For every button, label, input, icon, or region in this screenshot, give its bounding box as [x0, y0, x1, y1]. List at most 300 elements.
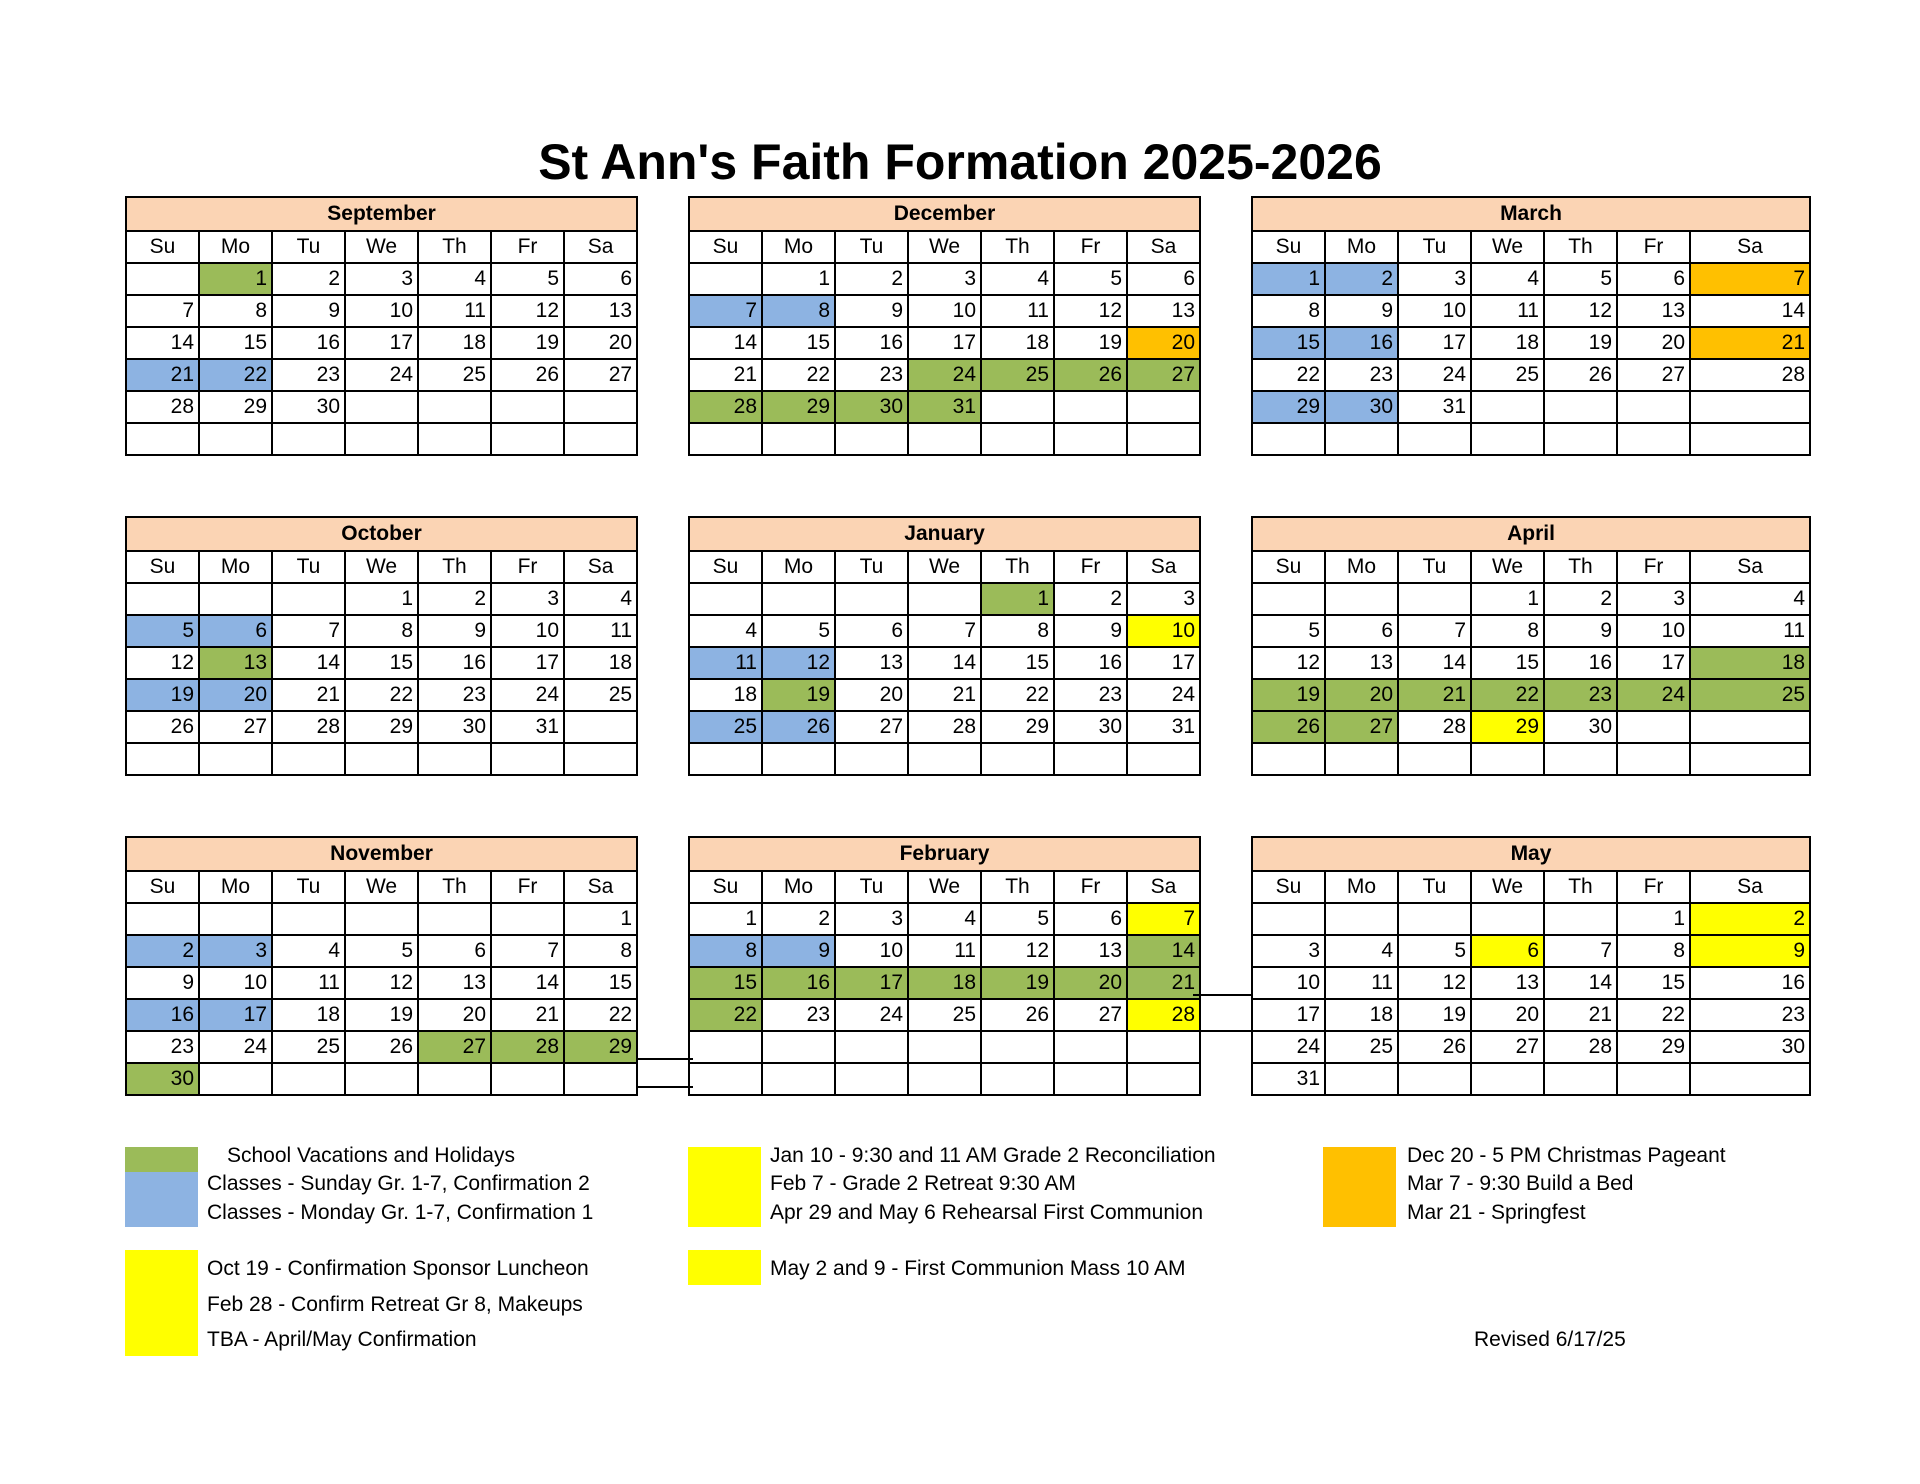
- month-name: November: [126, 837, 637, 871]
- legend-confirmation-swatch: [125, 1250, 198, 1356]
- empty-cell: [1127, 743, 1200, 775]
- legend-sunday-classes: Classes - Sunday Gr. 1-7, Confirmation 2: [207, 1172, 590, 1195]
- day-cell: 23: [1544, 679, 1617, 711]
- day-cell: 26: [762, 711, 835, 743]
- day-cell: 14: [1127, 935, 1200, 967]
- day-cell: 15: [981, 647, 1054, 679]
- empty-cell: [1252, 903, 1325, 935]
- weekday-label: Fr: [491, 871, 564, 903]
- weekday-label: Fr: [1054, 231, 1127, 263]
- empty-cell: [564, 743, 637, 775]
- month-name: April: [1252, 517, 1810, 551]
- day-cell: 29: [762, 391, 835, 423]
- day-cell: 29: [1471, 711, 1544, 743]
- day-cell: 12: [1544, 295, 1617, 327]
- empty-cell: [1252, 743, 1325, 775]
- day-cell: 10: [345, 295, 418, 327]
- empty-cell: [835, 583, 908, 615]
- weekday-label: Th: [1544, 231, 1617, 263]
- empty-cell: [564, 711, 637, 743]
- weekday-label: Fr: [1617, 551, 1690, 583]
- day-cell: 26: [981, 999, 1054, 1031]
- day-cell: 23: [1690, 999, 1810, 1031]
- day-cell: 27: [199, 711, 272, 743]
- empty-cell: [1054, 1031, 1127, 1063]
- empty-cell: [418, 391, 491, 423]
- empty-cell: [1471, 743, 1544, 775]
- day-cell: 28: [689, 391, 762, 423]
- legend-build-a-bed: Mar 7 - 9:30 Build a Bed: [1407, 1172, 1634, 1195]
- empty-cell: [1325, 743, 1398, 775]
- weekday-label: Th: [418, 231, 491, 263]
- weekday-label: Th: [981, 871, 1054, 903]
- legend-yellow-swatch: [688, 1147, 761, 1227]
- day-cell: 25: [418, 359, 491, 391]
- empty-cell: [418, 1063, 491, 1095]
- day-cell: 4: [1325, 935, 1398, 967]
- empty-cell: [981, 1031, 1054, 1063]
- weekday-label: Th: [981, 231, 1054, 263]
- day-cell: 19: [1544, 327, 1617, 359]
- day-cell: 31: [1398, 391, 1471, 423]
- empty-cell: [762, 1031, 835, 1063]
- weekday-label: Fr: [1054, 871, 1127, 903]
- day-cell: 2: [762, 903, 835, 935]
- empty-cell: [126, 903, 199, 935]
- weekday-label: Mo: [762, 231, 835, 263]
- weekday-label: Su: [126, 871, 199, 903]
- day-cell: 9: [1325, 295, 1398, 327]
- day-cell: 7: [272, 615, 345, 647]
- weekday-label: Th: [1544, 551, 1617, 583]
- empty-cell: [491, 903, 564, 935]
- weekday-label: Mo: [762, 871, 835, 903]
- day-cell: 18: [689, 679, 762, 711]
- day-cell: 1: [1471, 583, 1544, 615]
- revised-date: Revised 6/17/25: [1474, 1328, 1626, 1351]
- day-cell: 20: [1054, 967, 1127, 999]
- empty-cell: [199, 1063, 272, 1095]
- day-cell: 22: [1471, 679, 1544, 711]
- day-cell: 14: [491, 967, 564, 999]
- empty-cell: [491, 423, 564, 455]
- day-cell: 26: [1054, 359, 1127, 391]
- empty-cell: [1471, 391, 1544, 423]
- connector-line: [1193, 994, 1253, 996]
- day-cell: 16: [418, 647, 491, 679]
- empty-cell: [1398, 743, 1471, 775]
- day-cell: 29: [1617, 1031, 1690, 1063]
- day-cell: 2: [1544, 583, 1617, 615]
- day-cell: 5: [762, 615, 835, 647]
- weekday-label: We: [908, 231, 981, 263]
- legend-green-swatch: [125, 1147, 198, 1172]
- day-cell: 6: [1471, 935, 1544, 967]
- weekday-label: Mo: [1325, 871, 1398, 903]
- empty-cell: [1398, 423, 1471, 455]
- day-cell: 3: [1617, 583, 1690, 615]
- weekday-label: Fr: [1054, 551, 1127, 583]
- day-cell: 20: [564, 327, 637, 359]
- day-cell: 28: [1127, 999, 1200, 1031]
- day-cell: 27: [1617, 359, 1690, 391]
- empty-cell: [345, 423, 418, 455]
- empty-cell: [1398, 903, 1471, 935]
- weekday-label: Sa: [564, 871, 637, 903]
- day-cell: 18: [564, 647, 637, 679]
- empty-cell: [1054, 391, 1127, 423]
- day-cell: 6: [1054, 903, 1127, 935]
- day-cell: 2: [126, 935, 199, 967]
- weekday-label: Su: [689, 551, 762, 583]
- day-cell: 25: [272, 1031, 345, 1063]
- day-cell: 14: [126, 327, 199, 359]
- day-cell: 31: [1252, 1063, 1325, 1095]
- empty-cell: [1252, 583, 1325, 615]
- day-cell: 19: [1054, 327, 1127, 359]
- day-cell: 14: [272, 647, 345, 679]
- day-cell: 23: [835, 359, 908, 391]
- day-cell: 11: [272, 967, 345, 999]
- day-cell: 7: [1398, 615, 1471, 647]
- weekday-label: We: [1471, 231, 1544, 263]
- day-cell: 4: [418, 263, 491, 295]
- connector-line: [637, 1086, 693, 1088]
- day-cell: 9: [1690, 935, 1810, 967]
- day-cell: 23: [418, 679, 491, 711]
- day-cell: 24: [345, 359, 418, 391]
- weekday-label: Th: [981, 551, 1054, 583]
- day-cell: 11: [981, 295, 1054, 327]
- empty-cell: [1690, 423, 1810, 455]
- month-name: September: [126, 197, 637, 231]
- weekday-label: Su: [126, 551, 199, 583]
- day-cell: 19: [491, 327, 564, 359]
- day-cell: 15: [762, 327, 835, 359]
- day-cell: 29: [564, 1031, 637, 1063]
- weekday-label: Su: [1252, 231, 1325, 263]
- empty-cell: [1325, 903, 1398, 935]
- weekday-label: Sa: [564, 231, 637, 263]
- day-cell: 9: [1054, 615, 1127, 647]
- day-cell: 6: [1127, 263, 1200, 295]
- weekday-label: We: [908, 871, 981, 903]
- day-cell: 1: [345, 583, 418, 615]
- day-cell: 27: [564, 359, 637, 391]
- legend-first-communion: May 2 and 9 - First Communion Mass 10 AM: [770, 1257, 1186, 1280]
- day-cell: 1: [1617, 903, 1690, 935]
- day-cell: 26: [126, 711, 199, 743]
- empty-cell: [345, 903, 418, 935]
- day-cell: 22: [981, 679, 1054, 711]
- legend-sponsor-luncheon: Oct 19 - Confirmation Sponsor Luncheon: [207, 1257, 589, 1280]
- day-cell: 2: [418, 583, 491, 615]
- weekday-label: Tu: [835, 551, 908, 583]
- empty-cell: [835, 743, 908, 775]
- day-cell: 24: [1252, 1031, 1325, 1063]
- day-cell: 31: [908, 391, 981, 423]
- empty-cell: [689, 743, 762, 775]
- empty-cell: [1127, 423, 1200, 455]
- day-cell: 16: [1690, 967, 1810, 999]
- empty-cell: [981, 423, 1054, 455]
- weekday-label: Tu: [272, 551, 345, 583]
- day-cell: 7: [689, 295, 762, 327]
- day-cell: 12: [762, 647, 835, 679]
- empty-cell: [689, 583, 762, 615]
- weekday-label: We: [345, 231, 418, 263]
- day-cell: 20: [1325, 679, 1398, 711]
- weekday-label: Tu: [1398, 551, 1471, 583]
- day-cell: 20: [199, 679, 272, 711]
- day-cell: 1: [981, 583, 1054, 615]
- day-cell: 17: [199, 999, 272, 1031]
- empty-cell: [199, 743, 272, 775]
- day-cell: 28: [491, 1031, 564, 1063]
- day-cell: 24: [835, 999, 908, 1031]
- empty-cell: [762, 583, 835, 615]
- empty-cell: [835, 1063, 908, 1095]
- day-cell: 17: [1617, 647, 1690, 679]
- day-cell: 13: [1617, 295, 1690, 327]
- day-cell: 17: [491, 647, 564, 679]
- day-cell: 21: [1398, 679, 1471, 711]
- day-cell: 13: [1471, 967, 1544, 999]
- day-cell: 9: [418, 615, 491, 647]
- day-cell: 1: [689, 903, 762, 935]
- empty-cell: [1544, 423, 1617, 455]
- weekday-label: Sa: [1690, 871, 1810, 903]
- day-cell: 13: [1054, 935, 1127, 967]
- day-cell: 29: [1252, 391, 1325, 423]
- empty-cell: [908, 743, 981, 775]
- empty-cell: [1325, 583, 1398, 615]
- day-cell: 5: [1398, 935, 1471, 967]
- day-cell: 16: [272, 327, 345, 359]
- day-cell: 19: [126, 679, 199, 711]
- day-cell: 18: [908, 967, 981, 999]
- day-cell: 15: [1471, 647, 1544, 679]
- month-february: [688, 836, 1201, 1096]
- day-cell: 31: [1127, 711, 1200, 743]
- legend-orange-swatch: [1323, 1147, 1396, 1227]
- empty-cell: [126, 743, 199, 775]
- day-cell: 30: [272, 391, 345, 423]
- weekday-label: We: [908, 551, 981, 583]
- weekday-label: Mo: [1325, 551, 1398, 583]
- day-cell: 3: [491, 583, 564, 615]
- month-name: October: [126, 517, 637, 551]
- month-name: February: [689, 837, 1200, 871]
- day-cell: 11: [908, 935, 981, 967]
- day-cell: 9: [1544, 615, 1617, 647]
- day-cell: 12: [1398, 967, 1471, 999]
- day-cell: 4: [1690, 583, 1810, 615]
- day-cell: 2: [272, 263, 345, 295]
- empty-cell: [1252, 423, 1325, 455]
- month-october: [125, 516, 638, 776]
- day-cell: 10: [491, 615, 564, 647]
- empty-cell: [908, 583, 981, 615]
- day-cell: 20: [1127, 327, 1200, 359]
- day-cell: 24: [1617, 679, 1690, 711]
- day-cell: 21: [272, 679, 345, 711]
- empty-cell: [1471, 423, 1544, 455]
- empty-cell: [418, 423, 491, 455]
- empty-cell: [491, 743, 564, 775]
- weekday-label: Su: [1252, 551, 1325, 583]
- day-cell: 10: [1617, 615, 1690, 647]
- empty-cell: [272, 583, 345, 615]
- day-cell: 4: [272, 935, 345, 967]
- day-cell: 11: [689, 647, 762, 679]
- day-cell: 11: [1471, 295, 1544, 327]
- day-cell: 23: [272, 359, 345, 391]
- day-cell: 1: [199, 263, 272, 295]
- day-cell: 10: [908, 295, 981, 327]
- empty-cell: [1054, 423, 1127, 455]
- day-cell: 15: [345, 647, 418, 679]
- empty-cell: [689, 1063, 762, 1095]
- day-cell: 13: [418, 967, 491, 999]
- empty-cell: [1617, 391, 1690, 423]
- connector-line: [1193, 1030, 1253, 1032]
- empty-cell: [1617, 1063, 1690, 1095]
- day-cell: 3: [1398, 263, 1471, 295]
- weekday-label: We: [1471, 871, 1544, 903]
- day-cell: 10: [835, 935, 908, 967]
- empty-cell: [1054, 743, 1127, 775]
- day-cell: 18: [1471, 327, 1544, 359]
- empty-cell: [418, 903, 491, 935]
- day-cell: 11: [564, 615, 637, 647]
- day-cell: 1: [762, 263, 835, 295]
- day-cell: 5: [1544, 263, 1617, 295]
- day-cell: 12: [126, 647, 199, 679]
- day-cell: 19: [981, 967, 1054, 999]
- day-cell: 28: [126, 391, 199, 423]
- weekday-label: Tu: [1398, 871, 1471, 903]
- weekday-label: Su: [1252, 871, 1325, 903]
- empty-cell: [1690, 743, 1810, 775]
- empty-cell: [1617, 743, 1690, 775]
- legend-springfest: Mar 21 - Springfest: [1407, 1201, 1586, 1224]
- day-cell: 24: [908, 359, 981, 391]
- day-cell: 16: [1054, 647, 1127, 679]
- weekday-label: Su: [689, 231, 762, 263]
- day-cell: 25: [908, 999, 981, 1031]
- weekday-label: Sa: [1690, 551, 1810, 583]
- day-cell: 13: [835, 647, 908, 679]
- day-cell: 19: [762, 679, 835, 711]
- day-cell: 6: [418, 935, 491, 967]
- empty-cell: [272, 423, 345, 455]
- legend-monday-classes: Classes - Monday Gr. 1-7, Confirmation 1: [207, 1201, 594, 1224]
- weekday-label: Sa: [564, 551, 637, 583]
- empty-cell: [981, 1063, 1054, 1095]
- day-cell: 4: [689, 615, 762, 647]
- day-cell: 5: [1054, 263, 1127, 295]
- day-cell: 16: [126, 999, 199, 1031]
- day-cell: 17: [835, 967, 908, 999]
- day-cell: 4: [564, 583, 637, 615]
- empty-cell: [345, 743, 418, 775]
- day-cell: 18: [418, 327, 491, 359]
- day-cell: 3: [345, 263, 418, 295]
- day-cell: 30: [126, 1063, 199, 1095]
- day-cell: 17: [1127, 647, 1200, 679]
- weekday-label: Mo: [199, 231, 272, 263]
- empty-cell: [1617, 423, 1690, 455]
- weekday-label: Tu: [835, 231, 908, 263]
- day-cell: 25: [1325, 1031, 1398, 1063]
- weekday-label: Sa: [1127, 871, 1200, 903]
- day-cell: 10: [1127, 615, 1200, 647]
- day-cell: 9: [762, 935, 835, 967]
- empty-cell: [126, 423, 199, 455]
- weekday-label: Tu: [272, 231, 345, 263]
- day-cell: 24: [1398, 359, 1471, 391]
- day-cell: 18: [981, 327, 1054, 359]
- weekday-label: We: [1471, 551, 1544, 583]
- legend-confirmation-tba: TBA - April/May Confirmation: [207, 1328, 477, 1351]
- month-september: [125, 196, 638, 456]
- empty-cell: [835, 423, 908, 455]
- empty-cell: [1690, 391, 1810, 423]
- day-cell: 13: [1325, 647, 1398, 679]
- day-cell: 27: [835, 711, 908, 743]
- day-cell: 5: [981, 903, 1054, 935]
- day-cell: 31: [491, 711, 564, 743]
- legend-confirm-retreat: Feb 28 - Confirm Retreat Gr 8, Makeups: [207, 1293, 583, 1316]
- day-cell: 8: [1252, 295, 1325, 327]
- month-name: January: [689, 517, 1200, 551]
- day-cell: 14: [1398, 647, 1471, 679]
- weekday-label: Su: [689, 871, 762, 903]
- day-cell: 21: [908, 679, 981, 711]
- day-cell: 19: [345, 999, 418, 1031]
- empty-cell: [199, 423, 272, 455]
- day-cell: 3: [199, 935, 272, 967]
- day-cell: 22: [1617, 999, 1690, 1031]
- day-cell: 20: [1617, 327, 1690, 359]
- day-cell: 17: [345, 327, 418, 359]
- empty-cell: [345, 1063, 418, 1095]
- day-cell: 2: [1054, 583, 1127, 615]
- day-cell: 23: [1054, 679, 1127, 711]
- weekday-label: Mo: [199, 871, 272, 903]
- empty-cell: [689, 1031, 762, 1063]
- empty-cell: [1544, 391, 1617, 423]
- day-cell: 26: [1544, 359, 1617, 391]
- day-cell: 12: [345, 967, 418, 999]
- day-cell: 18: [272, 999, 345, 1031]
- empty-cell: [908, 1063, 981, 1095]
- weekday-label: Fr: [491, 551, 564, 583]
- day-cell: 9: [835, 295, 908, 327]
- day-cell: 3: [835, 903, 908, 935]
- day-cell: 25: [689, 711, 762, 743]
- day-cell: 11: [1690, 615, 1810, 647]
- day-cell: 30: [1325, 391, 1398, 423]
- month-may: [1251, 836, 1811, 1096]
- weekday-label: Su: [126, 231, 199, 263]
- empty-cell: [1471, 903, 1544, 935]
- day-cell: 21: [126, 359, 199, 391]
- day-cell: 22: [199, 359, 272, 391]
- day-cell: 14: [908, 647, 981, 679]
- day-cell: 2: [1690, 903, 1810, 935]
